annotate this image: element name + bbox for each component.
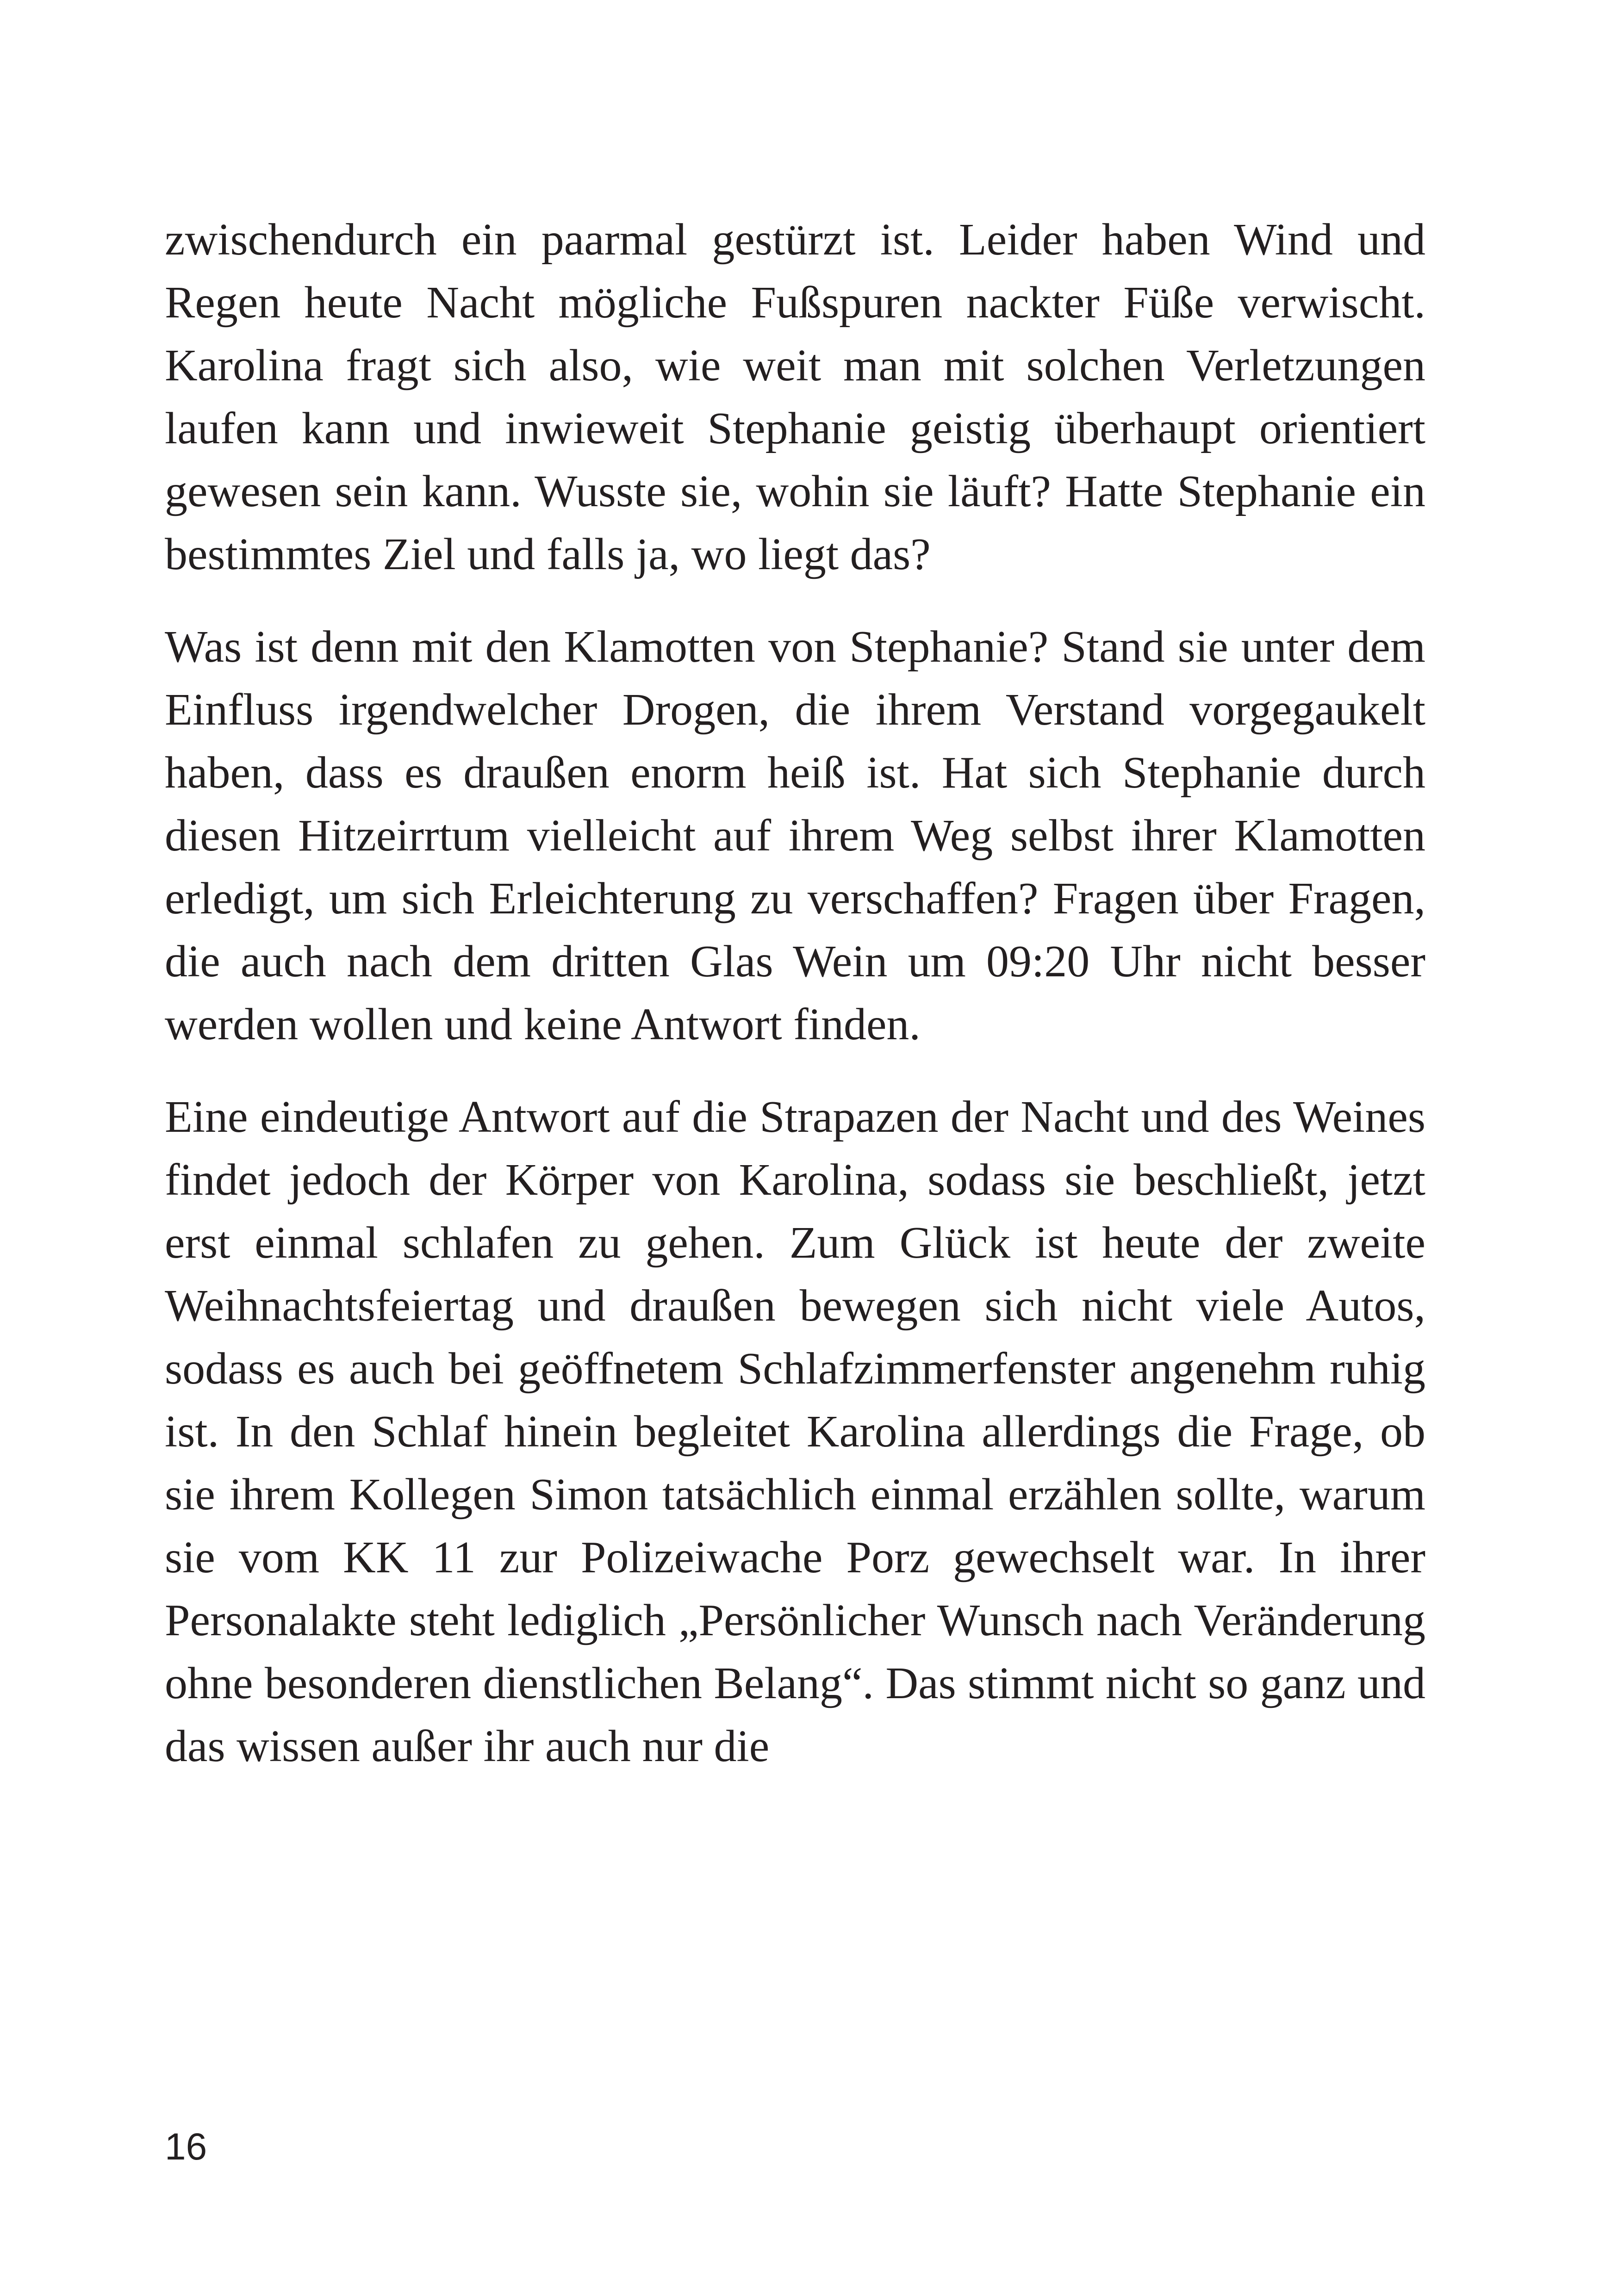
paragraph-2: Was ist denn mit den Klamotten von Stephanie? Stand sie unter dem Einfluss irgendwelcher Drogen, die ihrem Verstand vorgegaukelt haben, dass es draußen enorm heiß ist. Hat sich Stephanie durch diesen Hitzeirrtum vielleicht auf ihrem Weg selbst ihrer Klamotten erledigt, um sich Erleichterung zu verschaffen? Fragen über Fragen, die auch nach dem dritten Glas Wein um 09:20 Uhr nicht besser werden wollen und keine Antwort finden. <box>165 622 1425 1049</box>
paragraph-3: Eine eindeutige Antwort auf die Strapazen der Nacht und des Weines findet jedoch der Körper von Karolina, sodass sie beschließt, jetzt erst einmal schlafen zu gehen. Zum Glück ist heute der zweite Weihnachtsfeiertag und draußen bewegen sich nicht viele Autos, sodass es auch bei geöffnetem Schlafzimmerfenster angenehm ruhig ist. In den Schlaf hinein begleitet Karolina allerdings die Frage, ob sie ihrem Kollegen Simon tatsächlich einmal erzählen sollte, warum sie vom KK 11 zur Polizeiwache Porz gewechselt war. In ihrer Personalakte steht lediglich „Persönlicher Wunsch nach Veränderung ohne besonderen dienstlichen Belang“. Das stimmt nicht so ganz und das wissen außer ihr auch nur die <box>165 1092 1425 1771</box>
paragraph-1: zwischendurch ein paarmal gestürzt ist. Leider haben Wind und Regen heute Nacht mögliche Fußspuren nackter Füße verwischt. Karolina fragt sich also, wie weit man mit solchen Verletzungen laufen kann und inwieweit Stephanie geistig überhaupt orientiert gewesen sein kann. Wusste sie, wohin sie läuft? Hatte Stephanie ein bestimmtes Ziel und falls ja, wo liegt das? <box>165 215 1425 579</box>
body-text <box>165 208 1425 1807</box>
page-number: 16 <box>165 2126 207 2168</box>
